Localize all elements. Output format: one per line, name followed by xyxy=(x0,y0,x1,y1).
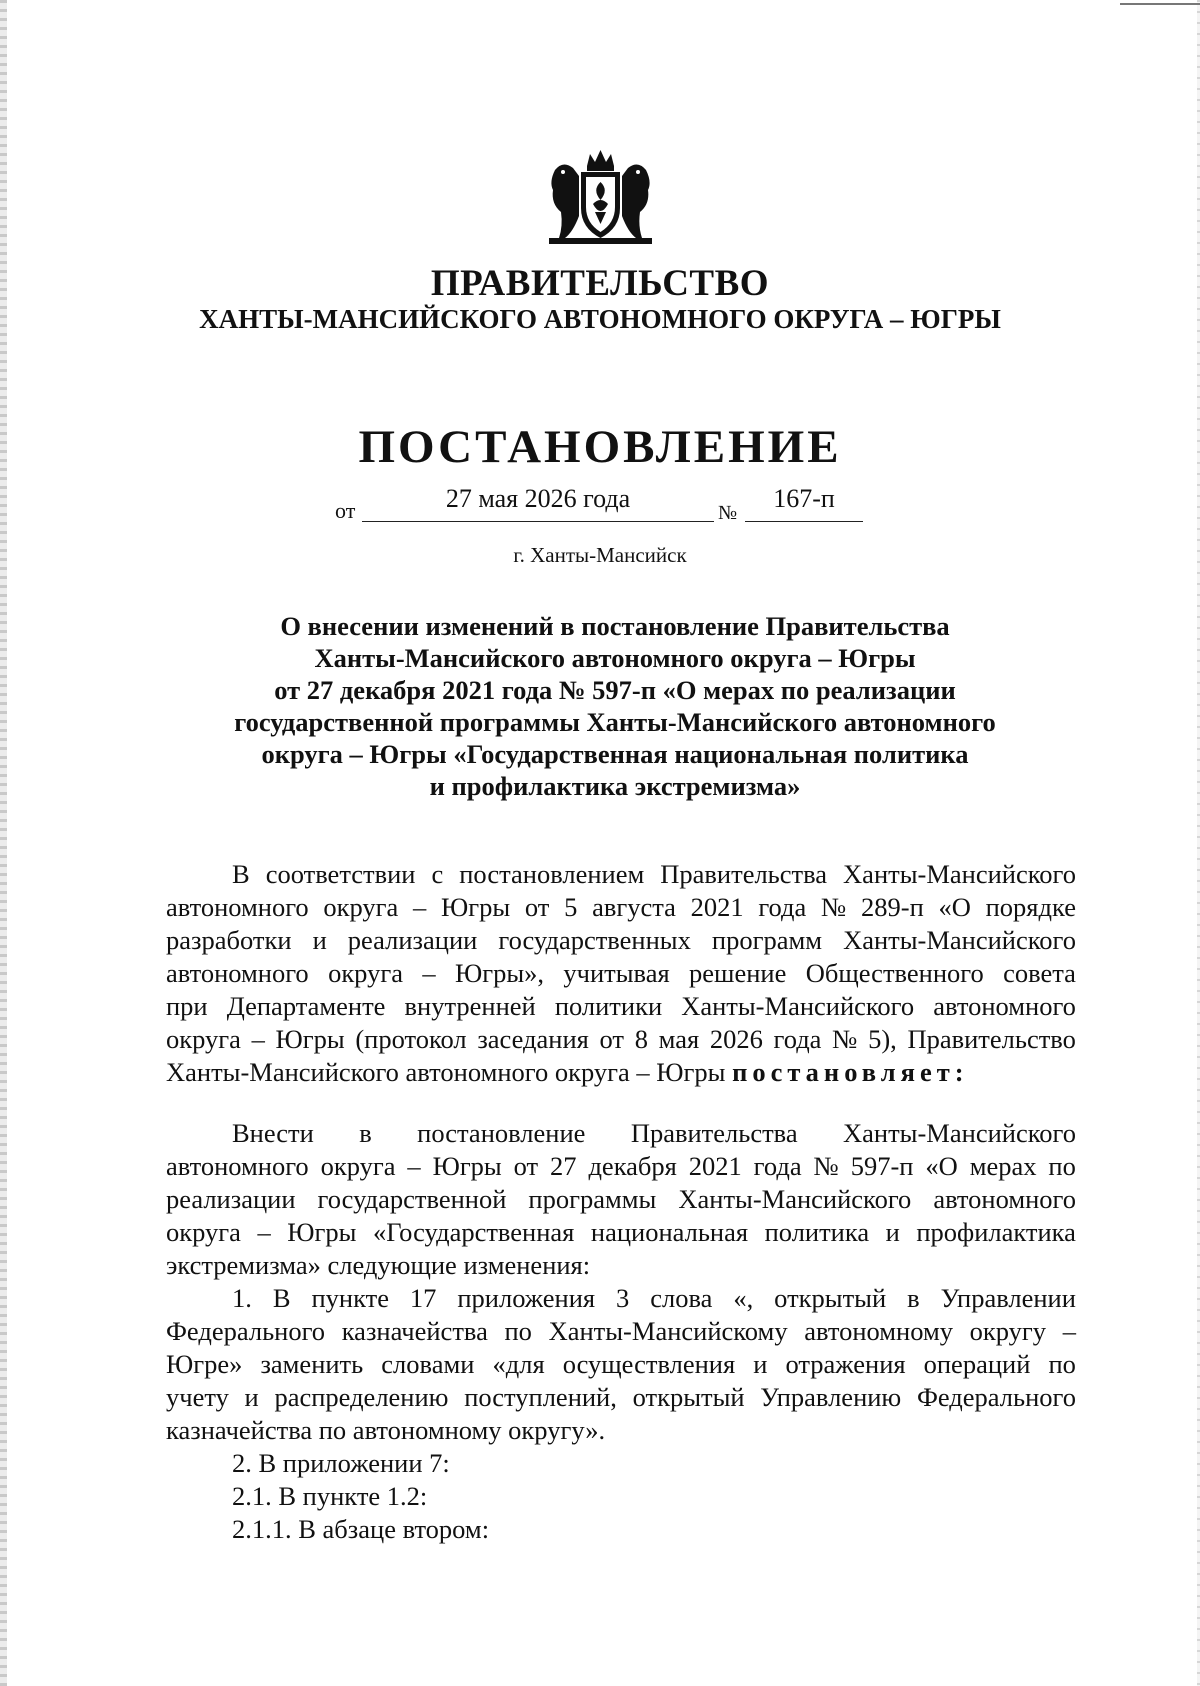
document-subject xyxy=(180,610,1050,802)
text-line: В соответствии с постановлением Правительства Ханты-Мансийского xyxy=(232,859,1076,889)
text-line: автономного округа – Югры от 5 августа 2021 года № 289-п «О порядке xyxy=(166,892,1076,922)
document-meta xyxy=(0,478,1200,528)
text-line: 1. В пункте 17 приложения 3 слова «, открытый в Управлении xyxy=(232,1283,1076,1313)
org-name-line1: ПРАВИТЕЛЬСТВО xyxy=(430,263,770,304)
text-line-final xyxy=(166,1056,1076,1089)
subject-line: О внесении изменений в постановление Правительства xyxy=(280,611,950,641)
scan-top-mark xyxy=(1120,3,1200,5)
scan-left-edge xyxy=(0,0,7,1686)
org-name-line2: ХАНТЫ-МАНСИЙСКОГО АВТОНОМНОГО ОКРУГА – ЮГРЫ xyxy=(199,304,1001,334)
document-number: 167-п xyxy=(773,484,835,513)
text-line: при Департаменте внутренней политики Ханты-Мансийского автономного xyxy=(166,991,1076,1021)
coat-of-arms-emblem xyxy=(543,146,658,246)
text-line: автономного округа – Югры от 27 декабря 2021 года № 597-п «О мерах по xyxy=(166,1151,1076,1181)
preamble-paragraph xyxy=(166,858,1076,1089)
text-line: учету и распределению поступлений, открытый Управлению Федерального xyxy=(166,1382,1076,1412)
text-line: Ханты-Мансийского автономного округа – Югры xyxy=(166,1057,726,1087)
list-item-2-1: 2.1. В пункте 1.2: xyxy=(232,1481,428,1511)
intro-paragraph xyxy=(166,1117,1076,1447)
text-line: экстремизма» следующие изменения: xyxy=(166,1250,591,1280)
number-underline xyxy=(745,521,863,522)
text-line: округа – Югры «Государственная национальная политика и профилактика xyxy=(166,1217,1076,1247)
subject-line: округа – Югры «Государственная национальная политика xyxy=(261,739,969,769)
subject-line: от 27 декабря 2021 года № 597-п «О мерах по реализации xyxy=(274,675,956,705)
date-prefix: от xyxy=(335,498,356,523)
document-date: 27 мая 2026 года xyxy=(445,484,631,513)
document-type: ПОСТАНОВЛЕНИЕ xyxy=(358,421,842,473)
text-line: разработки и реализации государственных программ Ханты-Мансийского xyxy=(166,925,1076,955)
text-line: Федерального казначейства по Ханты-Мансийскому автономному округу – xyxy=(166,1316,1076,1346)
text-line: реализации государственной программы Ханты-Мансийского автономного xyxy=(166,1184,1076,1214)
resolves-word: постановляет: xyxy=(732,1057,969,1087)
text-line: Внести в постановление Правительства Ханты-Мансийского xyxy=(232,1118,1076,1148)
subject-line: государственной программы Ханты-Мансийского автономного xyxy=(234,707,996,737)
date-underline xyxy=(362,521,714,522)
subject-line: Ханты-Мансийского автономного округа – Югры xyxy=(314,643,916,673)
subject-line: и профилактика экстремизма» xyxy=(429,771,801,801)
text-line: Югре» заменить словами «для осуществления и отражения операций по xyxy=(166,1349,1076,1379)
list-item-2-1-1: 2.1.1. В абзаце втором: xyxy=(232,1514,490,1544)
text-line: казначейства по автономному округу». xyxy=(166,1415,606,1445)
text-line: автономного округа – Югры», учитывая решение Общественного совета xyxy=(166,958,1076,988)
text-line: округа – Югры (протокол заседания от 8 мая 2026 года № 5), Правительство xyxy=(166,1024,1076,1054)
number-label: № xyxy=(718,502,738,524)
city: г. Ханты-Мансийск xyxy=(513,543,687,567)
list-item-2: 2. В приложении 7: xyxy=(232,1448,450,1478)
